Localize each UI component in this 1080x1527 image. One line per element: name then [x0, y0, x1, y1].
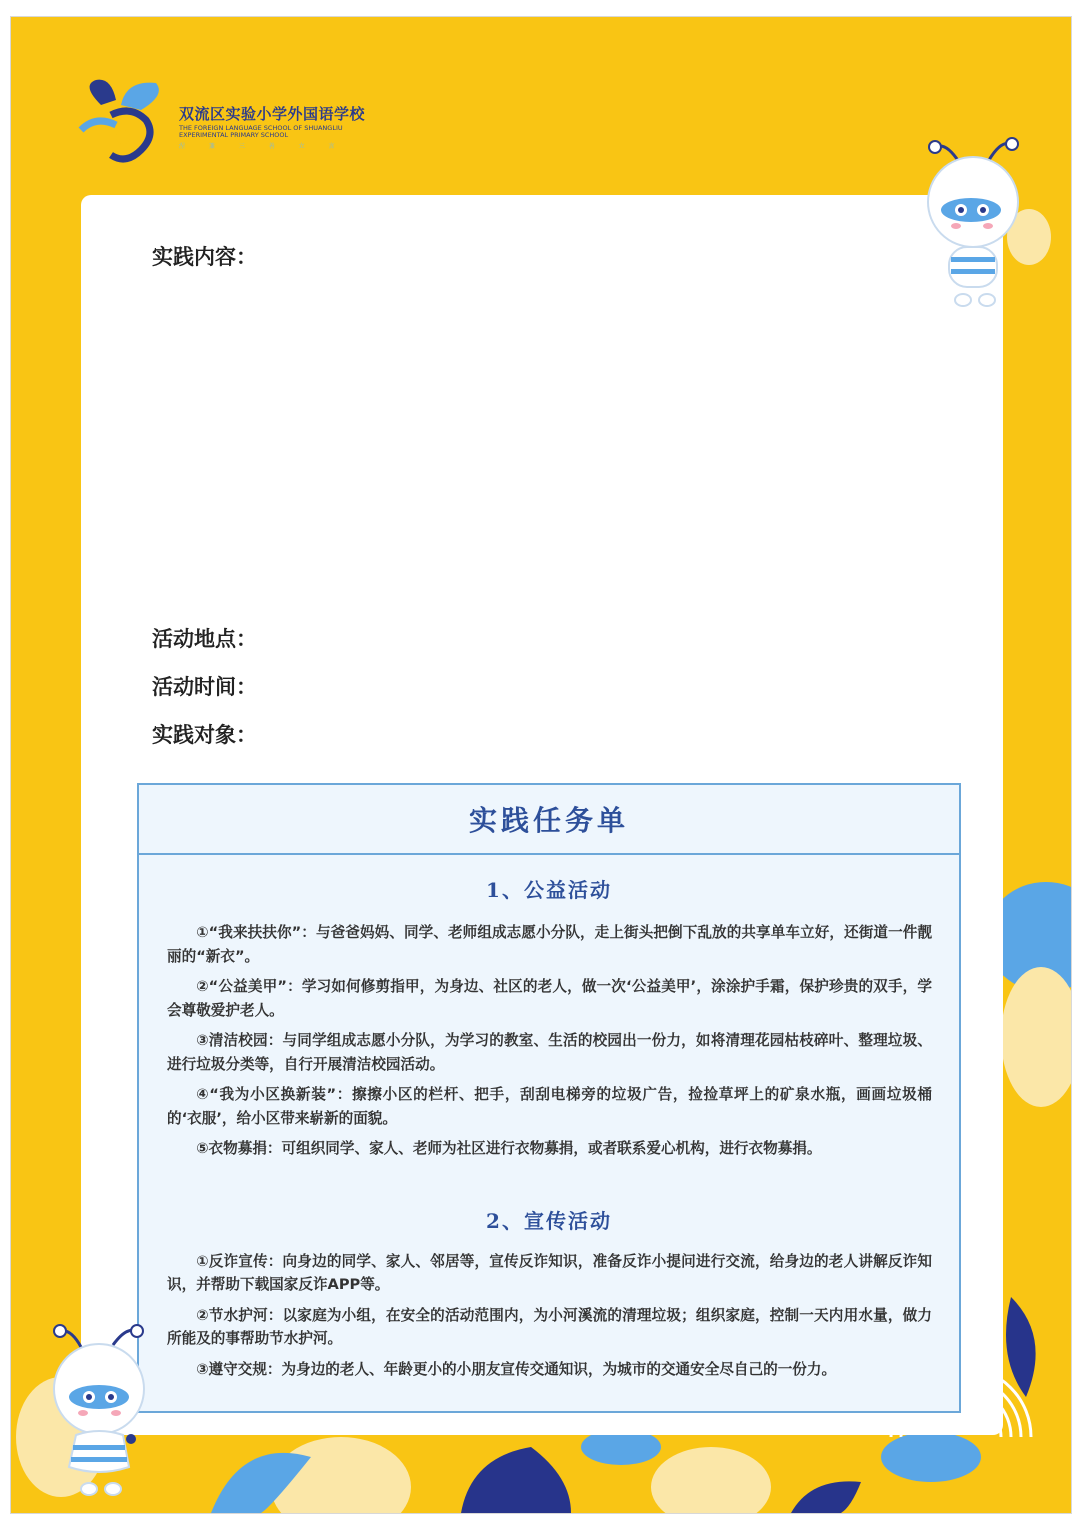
list-item: ②“公益美甲”：学习如何修剪指甲，为身边、社区的老人，做一次‘公益美甲’，涂涂护手霜，保护珍贵的双手，学会尊敬爱护老人。: [167, 978, 932, 1019]
list-item: ③清洁校园：与同学组成志愿小分队，为学习的教室、生活的校园出一份力，如将清理花园枯枝碎叶、整理垃圾、进行垃圾分类等，自行开展清洁校园活动。: [167, 1032, 932, 1073]
practice-target-label: 实践对象：: [152, 722, 257, 747]
deco-blue-bottom-3: [881, 1432, 981, 1482]
list-item: ①反诈宣传：向身边的同学、家人、邻居等，宣传反诈知识，准备反诈小提问进行交流，给身边的老人讲解反诈知识，并帮助下载国家反诈APP等。: [167, 1252, 932, 1293]
task-sheet-header: [139, 785, 959, 855]
poster-page: [11, 17, 1071, 1513]
school-motto: 涅 兼 三 善 立 言: [179, 143, 346, 150]
section-title: 1、公益活动: [486, 878, 612, 902]
list-item: ④“我为小区换新装”：擦擦小区的栏杆、把手，刮刮电梯旁的垃圾广告，捡捡草坪上的矿泉水瓶，画画垃圾桶的‘衣服’，给小区带来崭新的面貌。: [167, 1086, 932, 1127]
list-item: ①“我来扶扶你”：与爸爸妈妈、同学、老师组成志愿小分队，走上街头把倒下乱放的共享单车立好，还街道一件靓丽的“新衣”。: [167, 924, 932, 965]
bee-mascot-icon: [911, 132, 1051, 312]
school-name-en: THE FOREIGN LANGUAGE SCHOOL OF SHUANGLIU EXPERIMENTAL PRIMARY SCHOOL: [179, 124, 343, 139]
bee-mascot-bottom-icon: [31, 1317, 171, 1507]
section-title: 2、宣传活动: [486, 1208, 612, 1233]
deco-navy-bottom: [461, 1447, 571, 1513]
activity-location-label: 活动地点：: [152, 626, 257, 651]
activity-time-label: 活动时间：: [152, 674, 257, 699]
list-item: ②节水护河：以家庭为小组，在安全的活动范围内，为小河溪流的清理垃圾；组织家庭，控制一天内用水量，做力所能及的事帮助节水护河。: [167, 1306, 932, 1347]
content-card: [81, 195, 1003, 1435]
school-name-cn: 双流区实验小学外国语学校: [179, 105, 366, 123]
task-sheet: [137, 783, 961, 1413]
list-item: ⑤衣物募捐：可组织同学、家人、老师为社区进行衣物募捐，或者联系爱心机构，进行衣物募捐。: [196, 1140, 822, 1157]
logo-bee-icon: [71, 75, 171, 175]
school-logo: [71, 75, 371, 175]
deco-cream-blob: [1001, 967, 1071, 1107]
task-sheet-title: 实践任务单: [468, 804, 629, 837]
deco-navy-leaf: [1006, 1297, 1036, 1397]
deco-navy-bottom-2: [791, 1481, 861, 1513]
section-publicity: [139, 1161, 959, 1382]
practice-content-label: 实践内容：: [152, 244, 257, 269]
list-item: ③遵守交规：为身边的老人、年龄更小的小朋友宣传交通知识，为城市的交通安全尽自己的一份力。: [196, 1360, 837, 1378]
section-public-welfare: [139, 855, 959, 1161]
deco-cream-bottom-2: [651, 1447, 771, 1513]
